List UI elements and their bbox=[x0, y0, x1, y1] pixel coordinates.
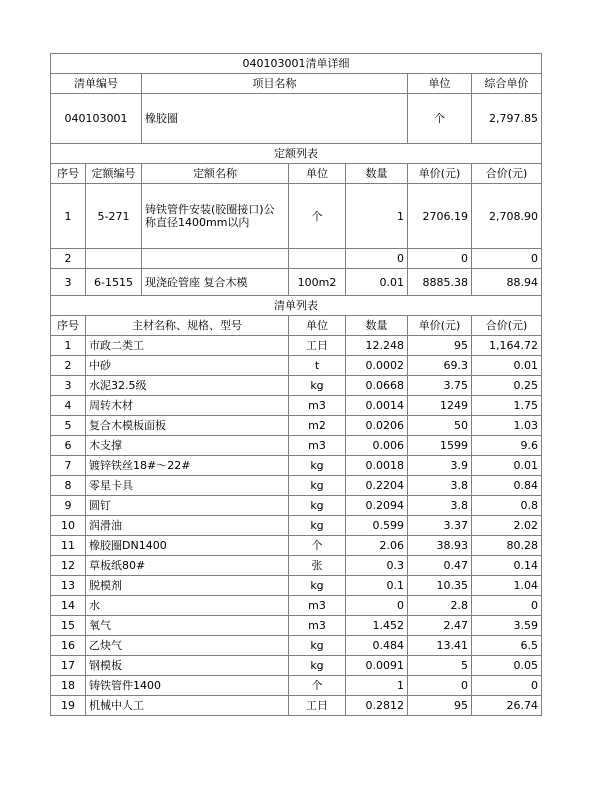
material-total: 2.02 bbox=[472, 516, 542, 536]
material-unit: 个 bbox=[289, 676, 346, 696]
material-price: 0.47 bbox=[408, 556, 472, 576]
quota-code bbox=[86, 249, 142, 269]
material-no: 8 bbox=[51, 476, 86, 496]
quota-header-cell: 单位 bbox=[289, 164, 346, 184]
material-row bbox=[51, 636, 542, 656]
item-unit: 个 bbox=[408, 94, 472, 144]
material-name: 水 bbox=[86, 596, 289, 616]
material-total: 0.25 bbox=[472, 376, 542, 396]
material-no: 6 bbox=[51, 436, 86, 456]
material-no: 13 bbox=[51, 576, 86, 596]
quota-name: 现浇砼管座 复合木模 bbox=[142, 269, 289, 296]
material-name: 铸铁管件1400 bbox=[86, 676, 289, 696]
header-code: 清单编号 bbox=[51, 74, 142, 94]
material-price: 10.35 bbox=[408, 576, 472, 596]
material-name: 橡胶圈DN1400 bbox=[86, 536, 289, 556]
material-unit: m3 bbox=[289, 436, 346, 456]
material-unit: 个 bbox=[289, 536, 346, 556]
quota-code: 5-271 bbox=[86, 184, 142, 249]
quota-unit: 100m2 bbox=[289, 269, 346, 296]
material-qty: 0.0206 bbox=[346, 416, 408, 436]
quota-total: 88.94 bbox=[472, 269, 542, 296]
quota-no: 2 bbox=[51, 249, 86, 269]
material-price: 3.37 bbox=[408, 516, 472, 536]
material-no: 15 bbox=[51, 616, 86, 636]
material-price: 95 bbox=[408, 336, 472, 356]
material-total: 3.59 bbox=[472, 616, 542, 636]
material-header-cell: 序号 bbox=[51, 316, 86, 336]
material-total: 1.04 bbox=[472, 576, 542, 596]
material-unit: 张 bbox=[289, 556, 346, 576]
quota-header-cell: 合价(元) bbox=[472, 164, 542, 184]
material-total: 0 bbox=[472, 596, 542, 616]
material-total: 0.01 bbox=[472, 356, 542, 376]
material-unit: kg bbox=[289, 576, 346, 596]
quota-total: 2,708.90 bbox=[472, 184, 542, 249]
material-no: 10 bbox=[51, 516, 86, 536]
quota-name: 铸铁管件安装(胶圈接口)公称直径1400mm以内 bbox=[142, 184, 289, 249]
material-qty: 0.006 bbox=[346, 436, 408, 456]
material-row bbox=[51, 696, 542, 716]
material-price: 3.75 bbox=[408, 376, 472, 396]
material-price: 1599 bbox=[408, 436, 472, 456]
quota-price: 8885.38 bbox=[408, 269, 472, 296]
material-header-cell: 合价(元) bbox=[472, 316, 542, 336]
material-qty: 0.0091 bbox=[346, 656, 408, 676]
material-total: 0.14 bbox=[472, 556, 542, 576]
material-no: 7 bbox=[51, 456, 86, 476]
quota-price: 2706.19 bbox=[408, 184, 472, 249]
material-qty: 2.06 bbox=[346, 536, 408, 556]
material-row bbox=[51, 356, 542, 376]
material-qty: 1.452 bbox=[346, 616, 408, 636]
item-name: 橡胶圈 bbox=[142, 94, 408, 144]
material-price: 95 bbox=[408, 696, 472, 716]
material-unit: m3 bbox=[289, 596, 346, 616]
item-price: 2,797.85 bbox=[472, 94, 542, 144]
material-row bbox=[51, 396, 542, 416]
material-price: 69.3 bbox=[408, 356, 472, 376]
material-total: 80.28 bbox=[472, 536, 542, 556]
material-qty: 0.0018 bbox=[346, 456, 408, 476]
material-name: 中砂 bbox=[86, 356, 289, 376]
material-row bbox=[51, 656, 542, 676]
material-qty: 0.2094 bbox=[346, 496, 408, 516]
material-row bbox=[51, 536, 542, 556]
quota-header-row bbox=[51, 164, 542, 184]
material-qty: 0.599 bbox=[346, 516, 408, 536]
quota-unit bbox=[289, 249, 346, 269]
material-qty: 0.2204 bbox=[346, 476, 408, 496]
material-no: 12 bbox=[51, 556, 86, 576]
material-name: 圆钉 bbox=[86, 496, 289, 516]
quota-row bbox=[51, 269, 542, 296]
sheet-title: 040103001清单详细 bbox=[51, 54, 542, 74]
material-unit: m3 bbox=[289, 396, 346, 416]
quota-name bbox=[142, 249, 289, 269]
material-total: 6.5 bbox=[472, 636, 542, 656]
material-price: 3.8 bbox=[408, 496, 472, 516]
material-row bbox=[51, 336, 542, 356]
quota-header-cell: 单价(元) bbox=[408, 164, 472, 184]
material-header-row bbox=[51, 316, 542, 336]
material-no: 11 bbox=[51, 536, 86, 556]
material-unit: t bbox=[289, 356, 346, 376]
quota-row bbox=[51, 184, 542, 249]
material-no: 9 bbox=[51, 496, 86, 516]
material-name: 镀锌铁丝18#～22# bbox=[86, 456, 289, 476]
material-qty: 0 bbox=[346, 596, 408, 616]
material-no: 1 bbox=[51, 336, 86, 356]
material-total: 0.01 bbox=[472, 456, 542, 476]
material-no: 2 bbox=[51, 356, 86, 376]
quota-header-cell: 序号 bbox=[51, 164, 86, 184]
material-price: 5 bbox=[408, 656, 472, 676]
material-qty: 0.2812 bbox=[346, 696, 408, 716]
material-section-title: 清单列表 bbox=[51, 296, 542, 316]
material-qty: 1 bbox=[346, 676, 408, 696]
material-unit: kg bbox=[289, 496, 346, 516]
material-qty: 12.248 bbox=[346, 336, 408, 356]
quota-code: 6-1515 bbox=[86, 269, 142, 296]
material-row bbox=[51, 496, 542, 516]
material-name: 润滑油 bbox=[86, 516, 289, 536]
material-price: 1249 bbox=[408, 396, 472, 416]
material-name: 复合木模板面板 bbox=[86, 416, 289, 436]
material-total: 0.84 bbox=[472, 476, 542, 496]
material-row bbox=[51, 416, 542, 436]
material-no: 16 bbox=[51, 636, 86, 656]
material-total: 1.03 bbox=[472, 416, 542, 436]
material-qty: 0.0668 bbox=[346, 376, 408, 396]
header-price: 综合单价 bbox=[472, 74, 542, 94]
material-unit: kg bbox=[289, 476, 346, 496]
material-total: 1,164.72 bbox=[472, 336, 542, 356]
material-unit: kg bbox=[289, 516, 346, 536]
material-unit: 工日 bbox=[289, 336, 346, 356]
material-total: 9.6 bbox=[472, 436, 542, 456]
material-no: 4 bbox=[51, 396, 86, 416]
material-qty: 0.0014 bbox=[346, 396, 408, 416]
material-price: 13.41 bbox=[408, 636, 472, 656]
material-unit: kg bbox=[289, 376, 346, 396]
material-row bbox=[51, 676, 542, 696]
material-unit: 工日 bbox=[289, 696, 346, 716]
quota-total: 0 bbox=[472, 249, 542, 269]
material-price: 50 bbox=[408, 416, 472, 436]
material-qty: 0.3 bbox=[346, 556, 408, 576]
material-row bbox=[51, 576, 542, 596]
material-no: 18 bbox=[51, 676, 86, 696]
material-price: 2.47 bbox=[408, 616, 472, 636]
material-row bbox=[51, 456, 542, 476]
material-price: 0 bbox=[408, 676, 472, 696]
material-name: 水泥32.5级 bbox=[86, 376, 289, 396]
material-price: 38.93 bbox=[408, 536, 472, 556]
header-unit: 单位 bbox=[408, 74, 472, 94]
material-price: 3.9 bbox=[408, 456, 472, 476]
material-header-cell: 数量 bbox=[346, 316, 408, 336]
detail-sheet bbox=[50, 53, 542, 716]
material-row bbox=[51, 616, 542, 636]
quota-row bbox=[51, 249, 542, 269]
material-qty: 0.0002 bbox=[346, 356, 408, 376]
quota-section-title: 定额列表 bbox=[51, 144, 542, 164]
material-unit: kg bbox=[289, 656, 346, 676]
material-name: 周转木材 bbox=[86, 396, 289, 416]
material-name: 机械中人工 bbox=[86, 696, 289, 716]
material-name: 木支撑 bbox=[86, 436, 289, 456]
material-row bbox=[51, 596, 542, 616]
quota-price: 0 bbox=[408, 249, 472, 269]
quota-header-cell: 定额名称 bbox=[142, 164, 289, 184]
material-no: 14 bbox=[51, 596, 86, 616]
material-row bbox=[51, 436, 542, 456]
material-qty: 0.1 bbox=[346, 576, 408, 596]
material-row bbox=[51, 376, 542, 396]
item-code: 040103001 bbox=[51, 94, 142, 144]
material-name: 乙炔气 bbox=[86, 636, 289, 656]
material-row bbox=[51, 476, 542, 496]
material-total: 1.75 bbox=[472, 396, 542, 416]
material-total: 0 bbox=[472, 676, 542, 696]
material-total: 0.8 bbox=[472, 496, 542, 516]
material-header-cell: 单位 bbox=[289, 316, 346, 336]
material-header-cell: 主材名称、规格、型号 bbox=[86, 316, 289, 336]
material-row bbox=[51, 556, 542, 576]
quota-header-cell: 数量 bbox=[346, 164, 408, 184]
quota-qty: 1 bbox=[346, 184, 408, 249]
quota-no: 3 bbox=[51, 269, 86, 296]
material-name: 市政二类工 bbox=[86, 336, 289, 356]
material-no: 3 bbox=[51, 376, 86, 396]
quota-qty: 0.01 bbox=[346, 269, 408, 296]
material-unit: kg bbox=[289, 456, 346, 476]
material-qty: 0.484 bbox=[346, 636, 408, 656]
quota-header-cell: 定额编号 bbox=[86, 164, 142, 184]
material-no: 5 bbox=[51, 416, 86, 436]
material-name: 零星卡具 bbox=[86, 476, 289, 496]
material-total: 26.74 bbox=[472, 696, 542, 716]
material-name: 草板纸80# bbox=[86, 556, 289, 576]
material-no: 17 bbox=[51, 656, 86, 676]
quota-qty: 0 bbox=[346, 249, 408, 269]
material-unit: m3 bbox=[289, 616, 346, 636]
material-row bbox=[51, 516, 542, 536]
material-unit: m2 bbox=[289, 416, 346, 436]
material-price: 2.8 bbox=[408, 596, 472, 616]
quota-unit: 个 bbox=[289, 184, 346, 249]
quota-no: 1 bbox=[51, 184, 86, 249]
material-price: 3.8 bbox=[408, 476, 472, 496]
material-total: 0.05 bbox=[472, 656, 542, 676]
material-header-cell: 单价(元) bbox=[408, 316, 472, 336]
material-no: 19 bbox=[51, 696, 86, 716]
header-name: 项目名称 bbox=[142, 74, 408, 94]
material-unit: kg bbox=[289, 636, 346, 656]
material-name: 钢模板 bbox=[86, 656, 289, 676]
material-name: 脱模剂 bbox=[86, 576, 289, 596]
material-name: 氧气 bbox=[86, 616, 289, 636]
